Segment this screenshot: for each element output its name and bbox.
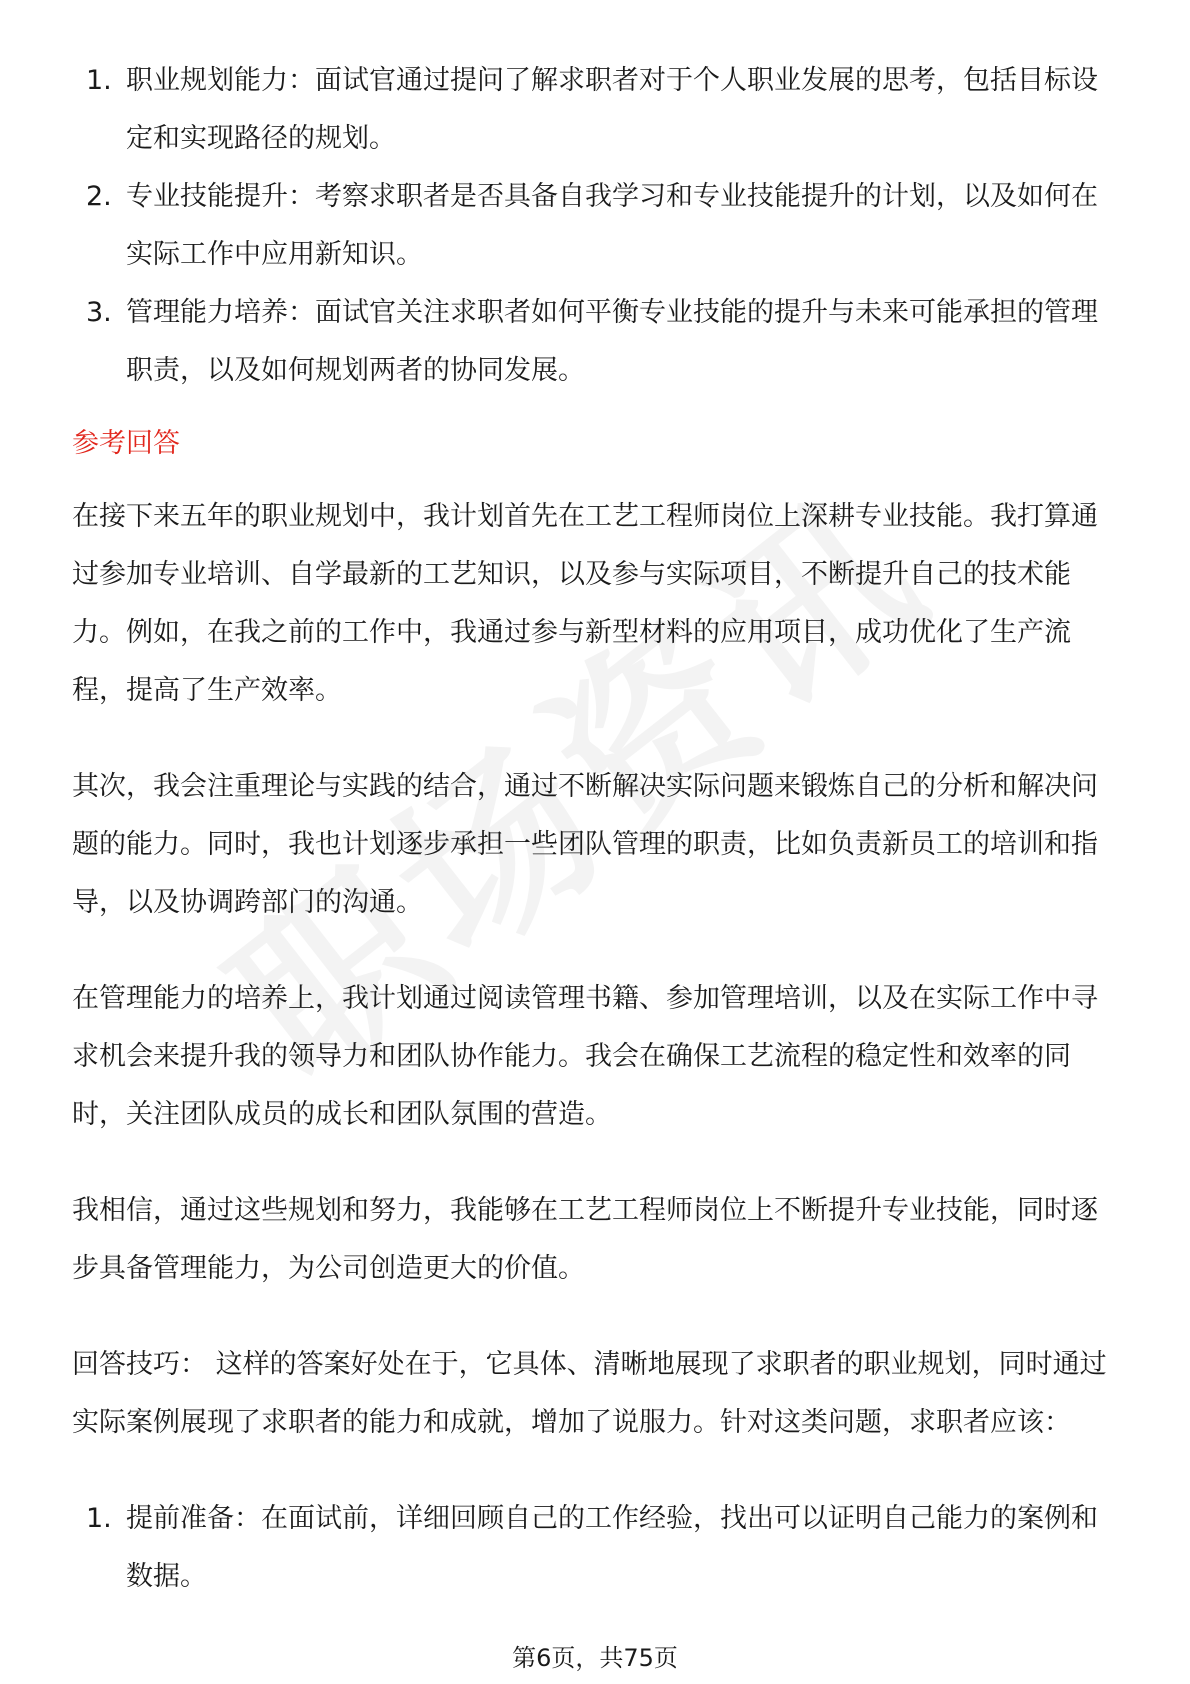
list-item: [72, 52, 1122, 168]
answer-paragraph: 其次，我会注重理论与实践的结合，通过不断解决实际问题来锻炼自己的分析和解决问题的能力。同时，我也计划逐步承担一些团队管理的职责，比如负责新员工的培训和指导，以及协调跨部门的沟通。: [72, 771, 1098, 918]
list-item-text: 提前准备：在面试前，详细回顾自己的工作经验，找出可以证明自己能力的案例和数据。: [126, 1503, 1098, 1592]
list-item-text: 管理能力培养：面试官关注求职者如何平衡专业技能的提升与未来可能承担的管理职责，以及如何规划两者的协同发展。: [126, 297, 1098, 386]
list-item-text: 职业规划能力：面试官通过提问了解求职者对于个人职业发展的思考，包括目标设定和实现路径的规划。: [126, 65, 1098, 154]
tips-list: [72, 1490, 1122, 1606]
answer-paragraph: 我相信，通过这些规划和努力，我能够在工艺工程师岗位上不断提升专业技能，同时逐步具备管理能力，为公司创造更大的价值。: [72, 1195, 1098, 1284]
tips-paragraph: 回答技巧： 这样的答案好处在于，它具体、清晰地展现了求职者的职业规划，同时通过实际案例展现了求职者的能力和成就，增加了说服力。针对这类问题，求职者应该：: [72, 1349, 1107, 1438]
list-item: [72, 1490, 1122, 1606]
answer-paragraph: 在接下来五年的职业规划中，我计划首先在工艺工程师岗位上深耕专业技能。我打算通过参加专业培训、自学最新的工艺知识，以及参与实际项目，不断提升自己的技术能力。例如，在我之前的工作中，我通过参与新型材料的应用项目，成功优化了生产流程，提高了生产效率。: [72, 501, 1098, 706]
list-number: 1.: [86, 65, 112, 96]
section-title: 参考回答: [72, 428, 180, 459]
list-item: [72, 284, 1122, 400]
document-body: [72, 52, 1122, 1606]
list-item-text: 专业技能提升：考察求职者是否具备自我学习和专业技能提升的计划，以及如何在实际工作中应用新知识。: [126, 181, 1098, 270]
answer-paragraph: 在管理能力的培养上，我计划通过阅读管理书籍、参加管理培训，以及在实际工作中寻求机会来提升我的领导力和团队协作能力。我会在确保工艺流程的稳定性和效率的同时，关注团队成员的成长和团队氛围的营造。: [72, 983, 1098, 1130]
page-number: 第6页，共75页: [512, 1644, 678, 1672]
list-number: 2.: [86, 181, 112, 212]
evaluation-points-list: [72, 52, 1122, 400]
list-item: [72, 168, 1122, 284]
list-number: 1.: [86, 1503, 112, 1534]
list-number: 3.: [86, 297, 112, 328]
